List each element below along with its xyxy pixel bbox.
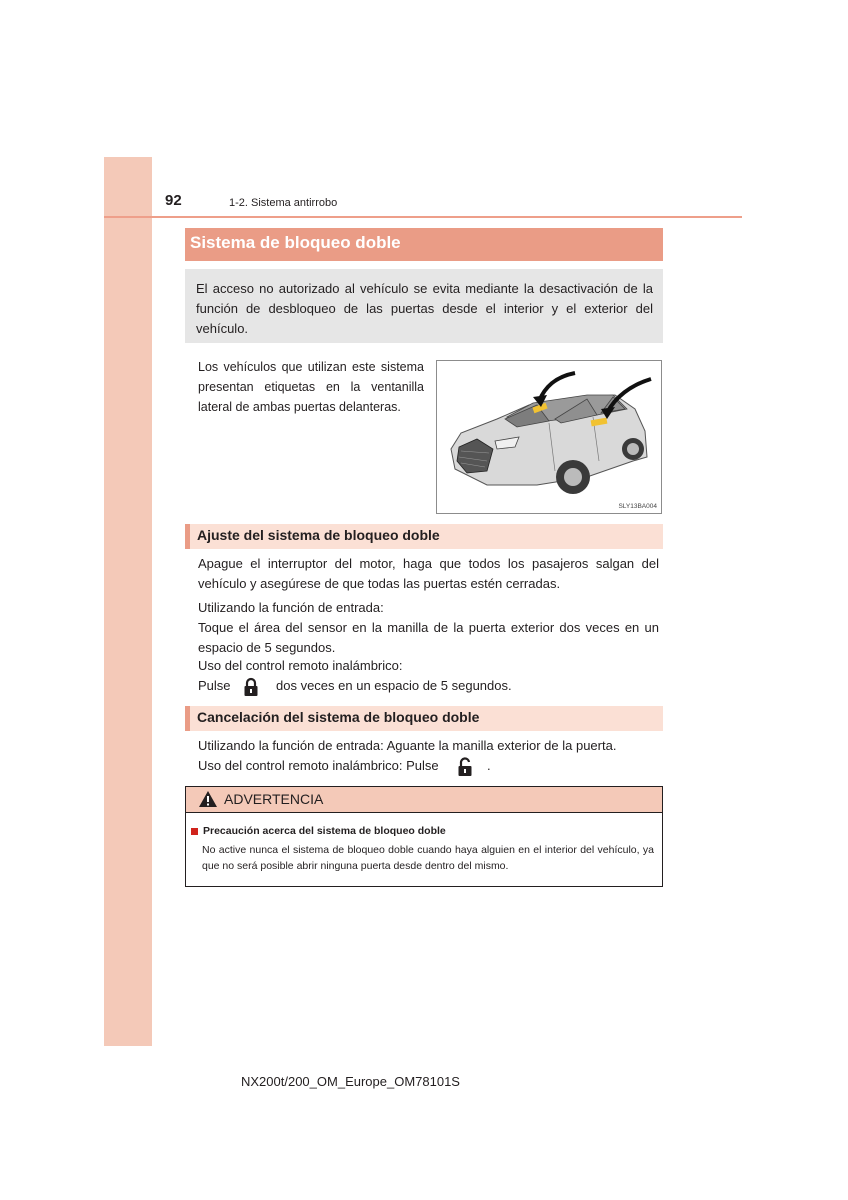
footer-document-code: NX200t/200_OM_Europe_OM78101S <box>241 1074 460 1089</box>
section-breadcrumb: 1-2. Sistema antirrobo <box>229 197 338 209</box>
setup-entry-text: Toque el área del sensor en la manilla de la puerta exterior dos veces en un espacio de 5 segundos. <box>198 620 659 655</box>
cancel-entry-text: Utilizando la función de entrada: Aguante la manilla exterior de la puerta. <box>198 738 617 753</box>
setup-remote-label: Uso del control remoto inalámbrico: <box>198 658 403 673</box>
warning-subtitle: Precaución acerca del sistema de bloqueo doble <box>203 825 446 837</box>
unlock-icon <box>457 757 475 777</box>
header-divider <box>104 216 742 218</box>
intro-summary: El acceso no autorizado al vehículo se evita mediante la desactivación de la función de desbloqueo de las puertas desde el interior y el exterior del vehículo. <box>185 269 663 343</box>
warning-box <box>185 786 663 887</box>
cancel-remote-suffix: . <box>487 758 491 773</box>
warning-bullet-icon <box>191 828 198 835</box>
warning-text: No active nunca el sistema de bloqueo doble cuando haya alguien en el interior del vehículo, ya que no será posible abrir ninguna puerta desde dentro del mismo. <box>202 844 654 872</box>
setup-entry-label: Utilizando la función de entrada: <box>198 600 384 615</box>
vehicle-illustration <box>436 360 662 514</box>
labels-description: Los vehículos que utilizan este sistema presentan etiquetas en la ventanilla lateral de ambas puertas delanteras. <box>198 360 424 414</box>
warning-triangle-icon <box>198 790 218 808</box>
cancel-heading: Cancelación del sistema de bloqueo doble <box>185 706 663 731</box>
setup-paragraph: Apague el interruptor del motor, haga que todos los pasajeros salgan del vehículo y asegúrese de que todas las puertas estén cerradas. <box>198 556 659 591</box>
warning-header <box>186 787 662 813</box>
setup-heading: Ajuste del sistema de bloqueo doble <box>185 524 663 549</box>
setup-press-suffix: dos veces en un espacio de 5 segundos. <box>276 678 512 693</box>
lock-icon <box>243 677 259 697</box>
page-number: 92 <box>165 192 182 209</box>
setup-press-prefix: Pulse <box>198 678 231 693</box>
warning-title: ADVERTENCIA <box>224 791 324 807</box>
page-title: Sistema de bloqueo doble <box>185 228 663 261</box>
side-color-band <box>104 157 152 1046</box>
cancel-remote-prefix: Uso del control remoto inalámbrico: Pulse <box>198 758 439 773</box>
figure-code: SLY13BA004 <box>618 503 657 510</box>
suv-drawing <box>437 361 661 513</box>
